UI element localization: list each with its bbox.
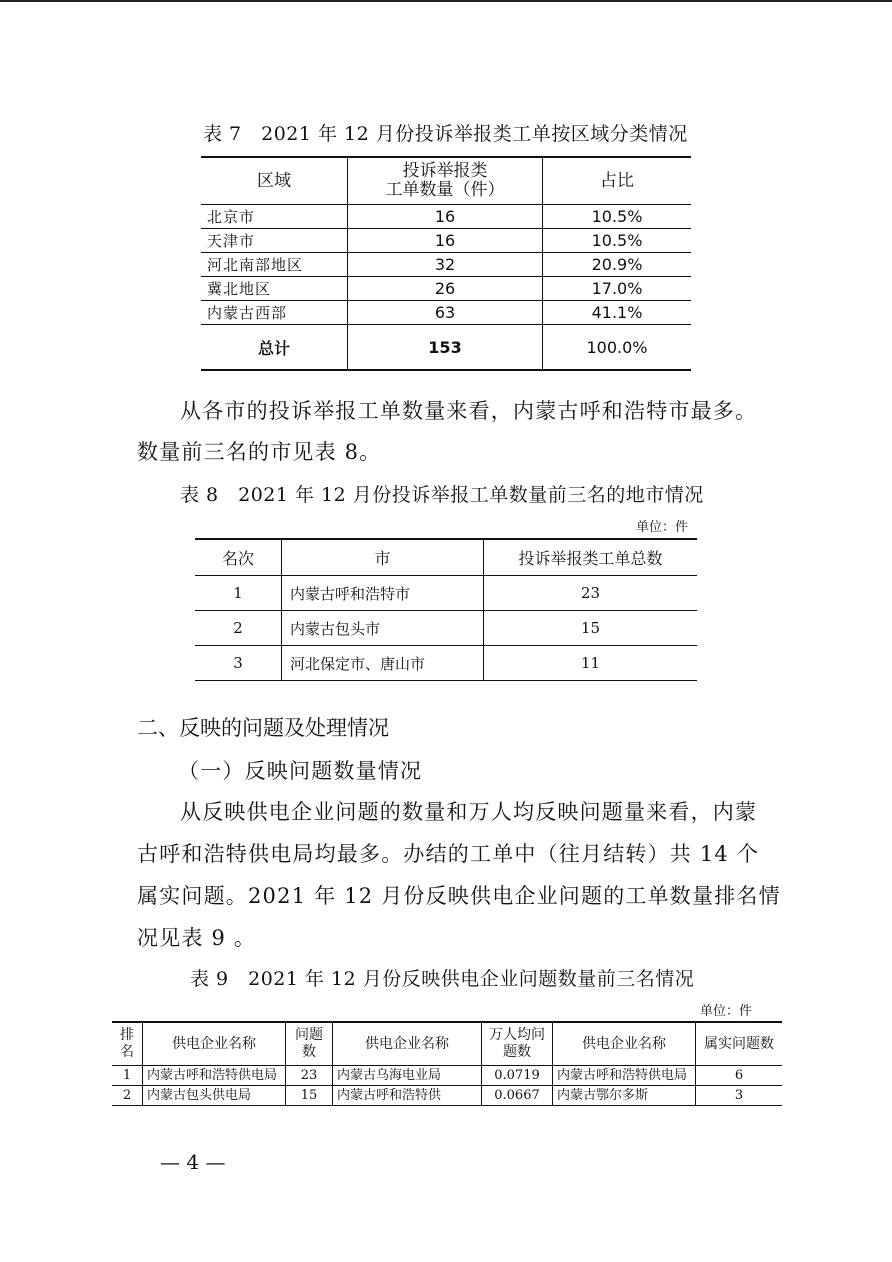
table8-city-cell: 河北保定市、唐山市 — [282, 646, 484, 681]
table7-caption: 表 7 2021 年 12 月份投诉举报类工单按区域分类情况 — [203, 123, 688, 145]
table7-region-cell: 内蒙古西部 — [201, 301, 348, 325]
table7-header-count: 投诉举报类 工单数量（件） — [348, 157, 543, 205]
table8-header-rank: 名次 — [195, 539, 282, 576]
table9-unit: 单位：件 — [700, 1004, 753, 1019]
table7-count-cell: 32 — [348, 253, 543, 277]
table8-city-cell: 内蒙古包头市 — [282, 611, 484, 646]
table7-region-cell: 天津市 — [201, 229, 348, 253]
table9-issues-cell: 23 — [286, 1066, 333, 1086]
page-number: — 4 — — [160, 1150, 226, 1174]
table7-total-row — [201, 325, 691, 371]
table8-rank-cell: 2 — [195, 611, 282, 646]
table9-header-company-c: 供电企业名称 — [553, 1022, 696, 1066]
table9-company-b-cell: 内蒙古乌海电业局 — [333, 1066, 482, 1086]
table7-row — [201, 229, 691, 253]
table9-header-company-a: 供电企业名称 — [143, 1022, 286, 1066]
table8-header-row — [195, 539, 697, 576]
paragraph-line: 古呼和浩特供电局均最多。办结的工单中（往月结转）共 14 个 — [137, 842, 760, 866]
table7-row — [201, 253, 691, 277]
table8-header-city: 市 — [282, 539, 484, 576]
table9-header-rank: 排名 — [112, 1022, 143, 1066]
table8-row — [195, 646, 697, 681]
table9-header-per-10k: 万人均问题数 — [482, 1022, 553, 1066]
table7-total-label: 总计 — [201, 325, 348, 371]
paragraph-line: 况见表 9 。 — [137, 926, 257, 950]
table9-header-issues: 问题数 — [286, 1022, 333, 1066]
table7-count-cell: 26 — [348, 277, 543, 301]
table9-company-b-cell: 内蒙古呼和浩特供 — [333, 1086, 482, 1106]
table9-row — [112, 1086, 782, 1106]
table9-verified-cell: 3 — [696, 1086, 783, 1106]
table7-total-count: 153 — [348, 325, 543, 371]
table8-row — [195, 576, 697, 611]
table9-company-a-cell: 内蒙古包头供电局 — [143, 1086, 286, 1106]
table9-company-a-cell: 内蒙古呼和浩特供电局 — [143, 1066, 286, 1086]
table7-count-cell: 63 — [348, 301, 543, 325]
table9 — [112, 1021, 782, 1106]
table9-verified-cell: 6 — [696, 1066, 783, 1086]
table7-total-share: 100.0% — [543, 325, 692, 371]
table7-region-cell: 河北南部地区 — [201, 253, 348, 277]
table8-total-cell: 15 — [484, 611, 698, 646]
paragraph-line: 从反映供电企业问题的数量和万人均反映问题量来看，内蒙 — [180, 800, 758, 824]
table7-share-cell: 10.5% — [543, 229, 692, 253]
table9-row — [112, 1066, 782, 1086]
table7 — [201, 156, 691, 371]
top-border-line — [0, 0, 892, 2]
table8-rank-cell: 1 — [195, 576, 282, 611]
table9-per-10k-cell: 0.0719 — [482, 1066, 553, 1086]
paragraph-line: 属实问题。2021 年 12 月份反映供电企业问题的工单数量排名情 — [137, 884, 781, 908]
table9-header-row — [112, 1022, 782, 1066]
table8-city-cell: 内蒙古呼和浩特市 — [282, 576, 484, 611]
table9-rank-cell: 2 — [112, 1086, 143, 1106]
table7-header-row — [201, 157, 691, 205]
table9-per-10k-cell: 0.0667 — [482, 1086, 553, 1106]
table7-count-cell: 16 — [348, 205, 543, 229]
table7-region-cell: 冀北地区 — [201, 277, 348, 301]
table7-share-cell: 20.9% — [543, 253, 692, 277]
table8-rank-cell: 3 — [195, 646, 282, 681]
table9-header-verified: 属实问题数 — [696, 1022, 783, 1066]
table8-unit: 单位：件 — [636, 520, 689, 535]
table7-region-cell: 北京市 — [201, 205, 348, 229]
table7-share-cell: 10.5% — [543, 205, 692, 229]
paragraph-line: 数量前三名的市见表 8。 — [137, 440, 382, 464]
table7-header-region: 区域 — [201, 157, 348, 205]
table8 — [195, 538, 697, 681]
table7-count-cell: 16 — [348, 229, 543, 253]
table7-row — [201, 301, 691, 325]
table9-company-c-cell: 内蒙古呼和浩特供电局 — [553, 1066, 696, 1086]
paragraph-line: 从各市的投诉举报工单数量来看，内蒙古呼和浩特市最多。 — [180, 399, 758, 423]
table9-header-company-b: 供电企业名称 — [333, 1022, 482, 1066]
table9-rank-cell: 1 — [112, 1066, 143, 1086]
subsection-heading: （一）反映问题数量情况 — [178, 759, 423, 783]
table7-share-cell: 17.0% — [543, 277, 692, 301]
table8-total-cell: 11 — [484, 646, 698, 681]
table8-header-total: 投诉举报类工单总数 — [484, 539, 698, 576]
table8-total-cell: 23 — [484, 576, 698, 611]
table7-share-cell: 41.1% — [543, 301, 692, 325]
table9-issues-cell: 15 — [286, 1086, 333, 1106]
table8-row — [195, 611, 697, 646]
table9-caption: 表 9 2021 年 12 月份反映供电企业问题数量前三名情况 — [190, 968, 695, 990]
table9-company-c-cell: 内蒙古鄂尔多斯 — [553, 1086, 696, 1106]
table7-row — [201, 205, 691, 229]
section-heading: 二、反映的问题及处理情况 — [137, 716, 389, 740]
table8-caption: 表 8 2021 年 12 月份投诉举报工单数量前三名的地市情况 — [180, 484, 704, 506]
table7-header-share: 占比 — [543, 157, 692, 205]
table7-row — [201, 277, 691, 301]
